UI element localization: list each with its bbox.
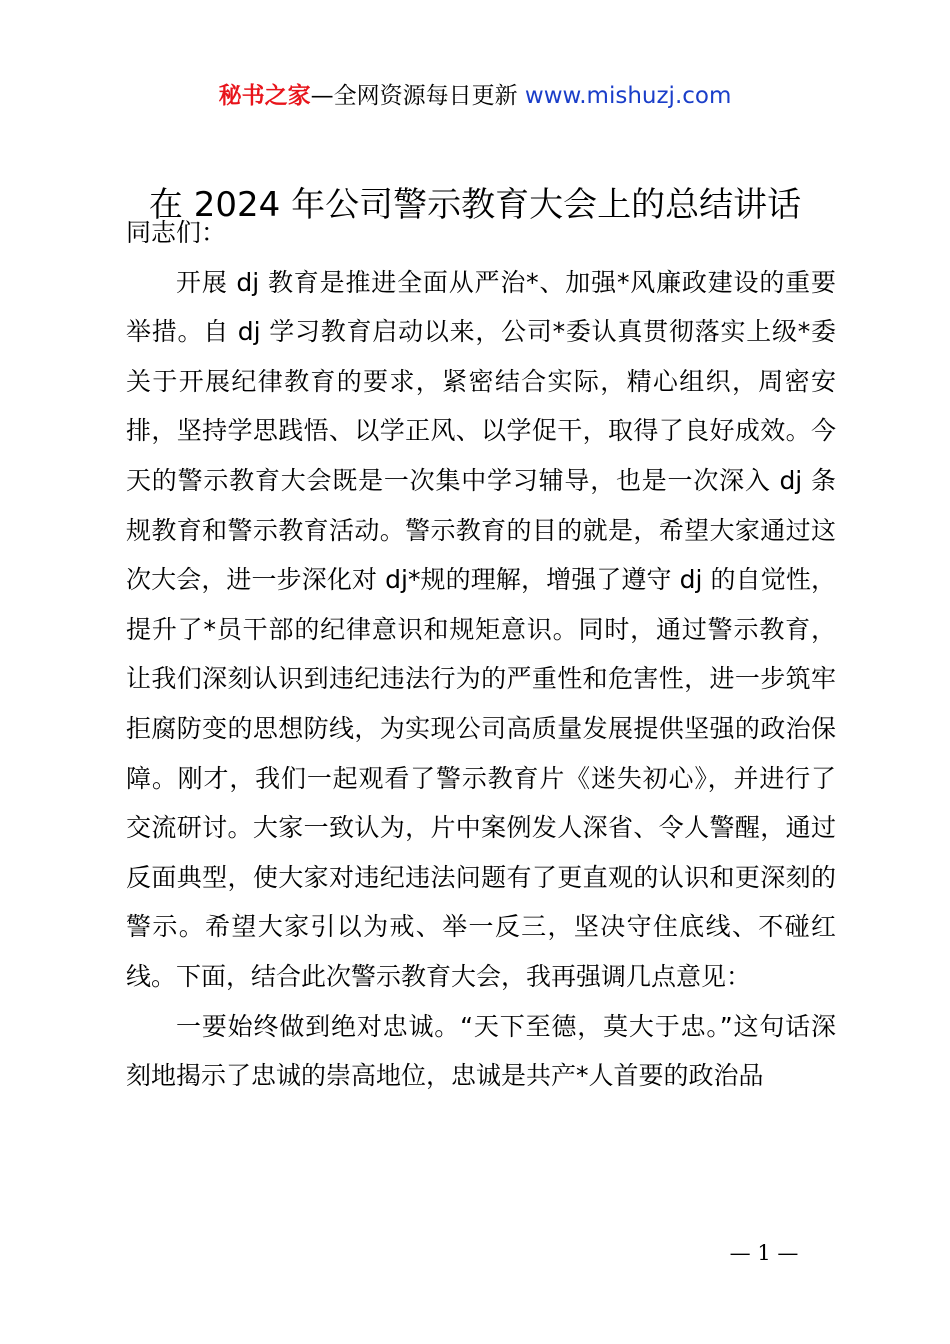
site-url-link[interactable]: www.mishuzj.com — [524, 83, 732, 109]
salutation: 同志们： — [126, 218, 227, 247]
site-header — [0, 80, 950, 112]
body-paragraph: 一要始终做到绝对忠诚。“天下至德，莫大于忠。”这句话深刻地揭示了忠诚的崇高地位，忠诚是共产*人首要的政治品 — [126, 1011, 836, 1091]
page-number: — 1 — — [729, 1241, 799, 1265]
document-body — [126, 208, 836, 1101]
site-brand: 秘书之家 — [218, 83, 311, 109]
document-title: 在 2024 年公司警示教育大会上的总结讲话 — [148, 185, 802, 225]
site-tagline: —全网资源每日更新 — [310, 83, 518, 109]
body-paragraph: 开展 dj 教育是推进全面从严治*、加强*风廉政建设的重要举措。自 dj 学习教育启动以来，公司*委认真贯彻落实上级*委关于开展纪律教育的要求，紧密结合实际，精心组织，周密安排，坚持学思践悟、以学正风、以学促干，取得了良好成效。今天的警示教育大会既是一次集中学习辅导，也是一次深入 dj 条规教育和警示教育活动。警示教育的目的就是，希望大家通过这次大会，进一步深化对 dj*规的理解，增强了遵守 dj 的自觉性，提升了*员干部的纪律意识和规矩意识。同时，通过警示教育，让我们深刻认识到违纪违法行为的严重性和危害性，进一步筑牢拒腐防变的思想防线，为实现公司高质量发展提供坚强的政治保障。刚才，我们一起观看了警示教育片《迷失初心》，并进行了交流研讨。大家一致认为，片中案例发人深省、令人警醒，通过反面典型，使大家对违纪违法问题有了更直观的认识和更深刻的警示。希望大家引以为戒、举一反三，坚决守住底线、不碰红线。下面，结合此次警示教育大会，我再强调几点意见： — [126, 267, 836, 991]
